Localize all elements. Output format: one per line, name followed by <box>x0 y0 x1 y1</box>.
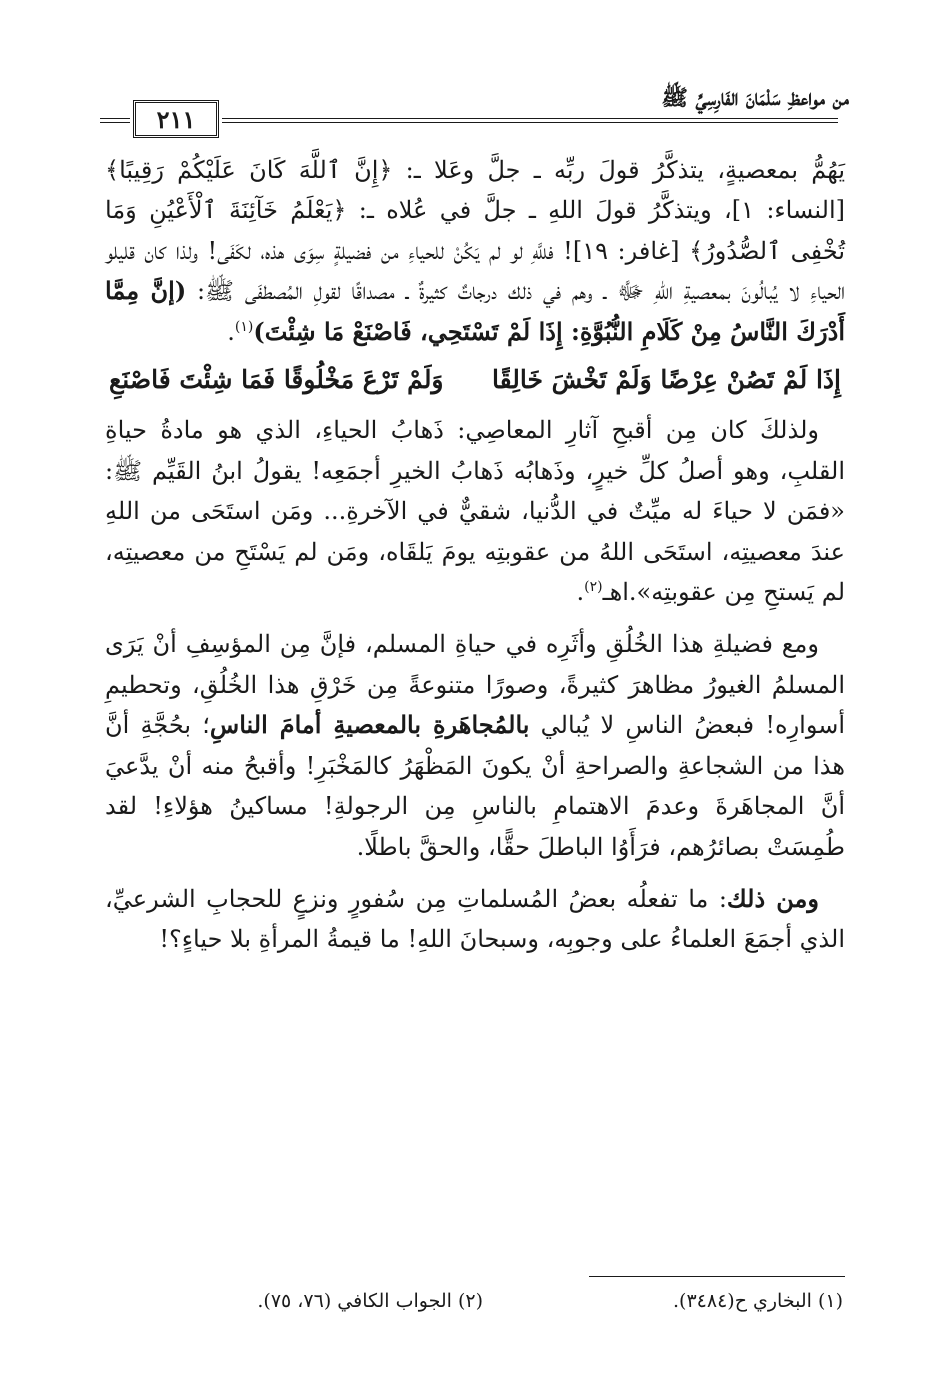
header-rule <box>222 118 838 123</box>
paragraph-3 <box>105 624 845 866</box>
paragraph-4-text: : ما تفعلُه بعضُ المُسلماتِ مِن سُفورٍ ونزعٍ للحجابِ الشرعيِّ، الذي أجمَعَ العلماءُ على وجوبِه، وسبحانَ اللهِ! ما قيمةُ المرأةِ بلا حياءٍ؟! <box>105 884 845 954</box>
page-number-text: ٢١١ <box>156 104 196 134</box>
footnote-marker-2: (٢) <box>584 579 603 596</box>
footnote-marker-1: (١) <box>234 318 254 335</box>
paragraph-1-text: يَهُمُّ بمعصيةٍ، يتذكَّرُ قولَ ربِّه ـ جلَّ وعَلا ـ: ﴿إِنَّ ٱللَّهَ كَانَ عَلَيْكُمْ رَقِيبًا﴾ [النساء: ١]، ويتذكَّرُ قولَ اللهِ ـ جلَّ في عُلاه ـ: ﴿يَعْلَمُ خَآئِنَةَ ٱلْأَعْيُنِ وَمَا تُخْفِى ٱلصُّدُورُ﴾ [غافر: ١٩]! فللَّهِ لو لم يَكُنْ للحياءِ من فضيلةٍ سِوَى هذه، لكَفَى! ولذا كان قليلو الحياءِ لا يُبالُونَ بمعصيةِ اللهِ ﷻ ـ وهم في ذلك درجاتٌ كثيرةٌ ـ مصداقًا لقولِ المُصطفَى ﷺ: <box>105 156 846 306</box>
hadith-quote: (إنَّ مِمَّا أَدْرَكَ النَّاسُ مِنْ كَلَامِ النُّبُوَّةِ: إِذَا لَمْ تَسْتَحِي، فَاصْنَعْ مَا شِئْتَ) <box>105 276 845 346</box>
paragraph-3-bold: بالمُجاهَرةِ بالمعصيةِ أمامَ الناسِ <box>209 710 530 740</box>
paragraph-4-lead: ومن ذلك <box>726 883 820 913</box>
header-rule <box>100 118 130 123</box>
verse-right-hemistich: إِذَا لَمْ تَصُنْ عِرْضًا وَلَمْ تَخْشَ خَالِقًا <box>492 365 841 395</box>
paragraph-2 <box>105 410 845 612</box>
verse-left-hemistich: وَلَمْ تَرْعَ مَخْلُوقًا فَمَا شِئْتَ فَاصْنَعِ <box>109 365 444 395</box>
page-number <box>133 100 219 138</box>
footnote-1: (١) البخاري ح(٣٤٨٤). <box>673 1290 843 1312</box>
paragraph-2-text: ولذلكَ كان مِن أقبحِ آثارِ المعاصِي: ذَهابُ الحياءِ، الذي هو مادةُ حياةِ القلبِ، وهو أصلُ كلِّ خيرٍ، وذَهابُه ذَهابُ الخيرِ أجمَعِه! يقولُ ابنُ القَيِّم ﷺ: «فمَن لا حياءَ له ميِّتٌ في الدُّنيا، شقيٌّ في الآخرةِ... ومَن استَحَى من اللهِ عندَ معصيتِه، استَحَى اللهُ من عقوبتِه يومَ يَلقَاه، ومَن لم يَسْتَحِ من معصيتِه، لم يَستحِ مِن عقوبتِه».اهـ <box>105 416 845 607</box>
footnote-separator <box>589 1276 845 1277</box>
body-text <box>105 150 845 960</box>
paragraph-2-end: . <box>576 578 585 607</box>
footnote-2: (٢) الجواب الكافي (٧٦، ٧٥). <box>257 1290 483 1312</box>
paragraph-1-end: . <box>227 317 235 346</box>
paragraph-4 <box>105 879 845 960</box>
footnotes <box>103 1290 843 1312</box>
running-header-title: من مواعظِ سَلْمَانَ الفَارِسِيِّ ﷺ <box>661 85 849 111</box>
paragraph-3-text: ومع فضيلةِ هذا الخُلُقِ وأثَرِه في حياةِ المسلم، فإنَّ مِن المؤسِفِ أنْ يَرَى المسلمُ الغيورُ مظاهرَ كثيرةً، وصورًا متنوعةً مِن خَرْقِ هذا الخُلُقِ، وتحطيمِ أسوارِه! فبعضُ الناسِ لا يُبالي <box>105 630 846 740</box>
poetry-verse <box>109 360 841 400</box>
paragraph-1 <box>105 150 845 352</box>
paragraph-3-rest: ؛ بحُجَّةِ أنَّ هذا من الشجاعةِ والصراحةِ أنْ يكونَ المَظْهَرُ كالمَخْبَرِ! وأقبحُ منه أنْ يدَّعيَ أنَّ المجاهَرةَ وعدمَ الاهتمامِ بالناسِ مِن الرجولةِ! مساكينُ هؤلاءِ! لقد طُمِسَتْ بصائرُهم، فرَأَوُا الباطلَ حقًّا، والحقَّ باطلًا. <box>105 711 845 861</box>
